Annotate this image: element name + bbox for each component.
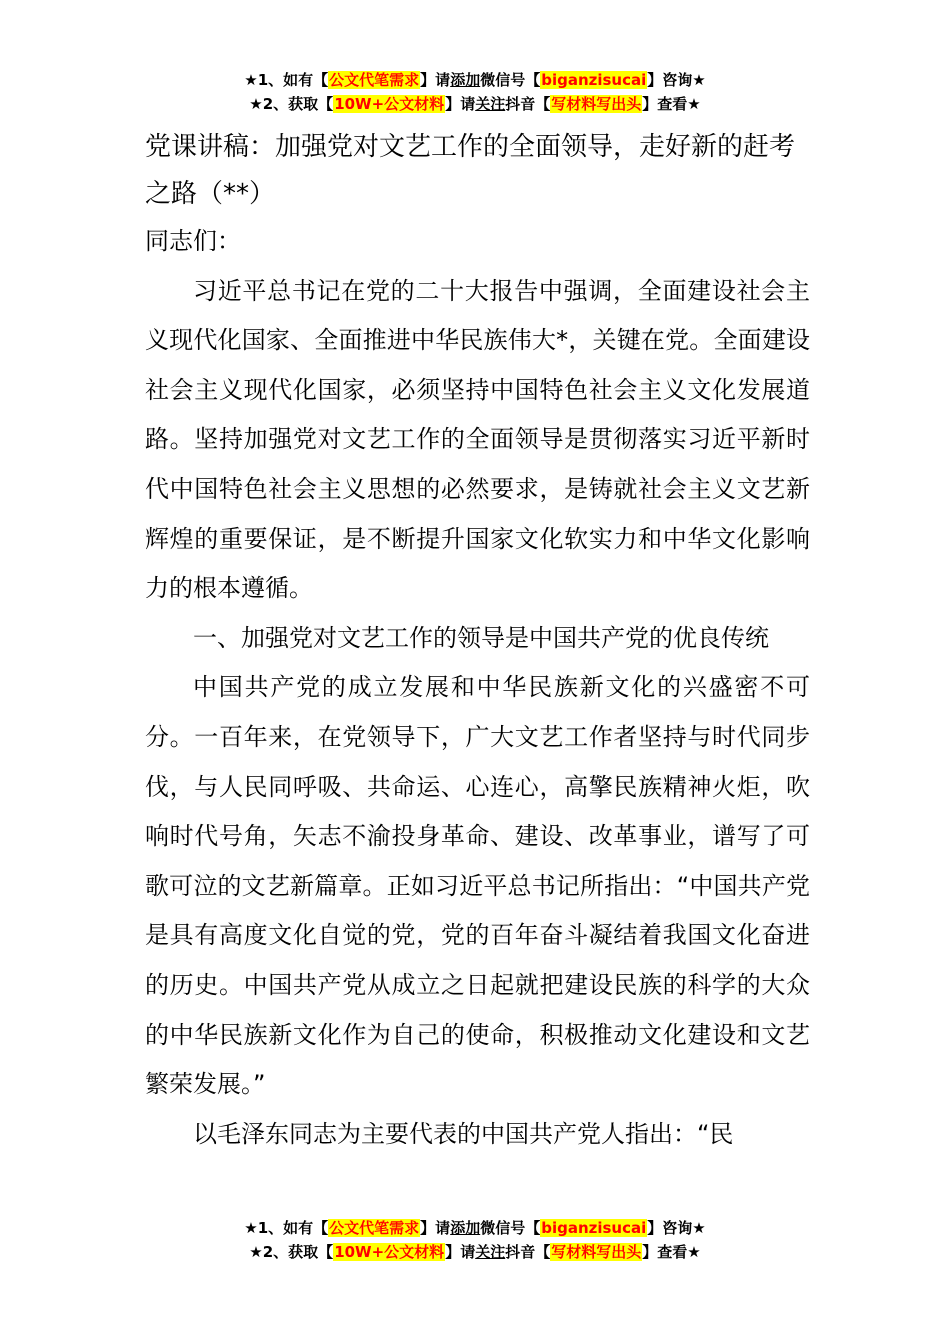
paragraph: 习近平总书记在党的二十大报告中强调，全面建设社会主义现代化国家、全面推进中华民族伟大*，关键在党。全面建设社会主义现代化国家，必须坚持中国特色社会主义文化发展道路。坚持加强党对文艺工作的全面领导是贯彻落实习近平新时代中国特色社会主义思想的必然要求，是铸就社会主义文艺新辉煌的重要保证，是不断提升国家文化软实力和中华文化影响力的根本遵循。 [145,276,810,603]
banner-text: 】查看★ [642,95,701,113]
banner-underline: 关注 [475,1243,506,1261]
banner-line-1 [0,68,950,92]
banner-highlight: 公文代笔需求 [329,71,420,89]
banner-underline: 添加 [450,71,481,89]
banner-text: 】请 [445,1243,476,1261]
section-heading: 一、加强党对文艺工作的领导是中国共产党的优良传统 [193,623,769,652]
banner-text: 】请 [420,71,451,89]
banner-text: ★1、如有【 [244,71,329,89]
footer-banner [0,1216,950,1264]
banner-highlight: biganzisucai [541,1219,647,1237]
banner-line-2 [0,1240,950,1264]
salutation: 同志们： [145,227,241,255]
header-banner [0,68,950,116]
banner-text: ★1、如有【 [244,1219,329,1237]
banner-text: 】查看★ [642,1243,701,1261]
banner-text: 抖音【 [505,1243,551,1261]
banner-text: 】请 [420,1219,451,1237]
banner-text: 抖音【 [505,95,551,113]
banner-text: 】咨询★ [647,1219,706,1237]
banner-text: 微信号【 [480,71,541,89]
banner-text: ★2、获取【 [249,1243,334,1261]
banner-line-1 [0,1216,950,1240]
paragraph: 以毛泽东同志为主要代表的中国共产党人指出：“民 [193,1119,734,1148]
banner-text: 微信号【 [480,1219,541,1237]
document-body [145,124,810,1159]
banner-text: 】咨询★ [647,71,706,89]
banner-highlight: 10W+公文材料 [334,95,445,113]
banner-underline: 关注 [475,95,506,113]
paragraph: 中国共产党的成立发展和中华民族新文化的兴盛密不可分。一百年来，在党领导下，广大文艺工作者坚持与时代同步伐，与人民同呼吸、共命运、心连心，高擎民族精神火炬，吹响时代号角，矢志不渝投身革命、建设、改革事业，谱写了可歌可泣的文艺新篇章。正如习近平总书记所指出：“中国共产党是具有高度文化自觉的党，党的百年奋斗凝结着我国文化奋进的历史。中国共产党从成立之日起就把建设民族的科学的大众的中华民族新文化作为自己的使命，积极推动文化建设和文艺繁荣发展。” [145,673,810,1099]
banner-highlight: 写材料写出头 [551,1243,642,1261]
banner-highlight: biganzisucai [541,71,647,89]
banner-highlight: 写材料写出头 [551,95,642,113]
banner-underline: 添加 [450,1219,481,1237]
banner-text: ★2、获取【 [249,95,334,113]
document-title: 党课讲稿：加强党对文艺工作的全面领导，走好新的赶考之路（**） [145,132,796,209]
banner-highlight: 10W+公文材料 [334,1243,445,1261]
banner-text: 】请 [445,95,476,113]
banner-line-2 [0,92,950,116]
banner-highlight: 公文代笔需求 [329,1219,420,1237]
